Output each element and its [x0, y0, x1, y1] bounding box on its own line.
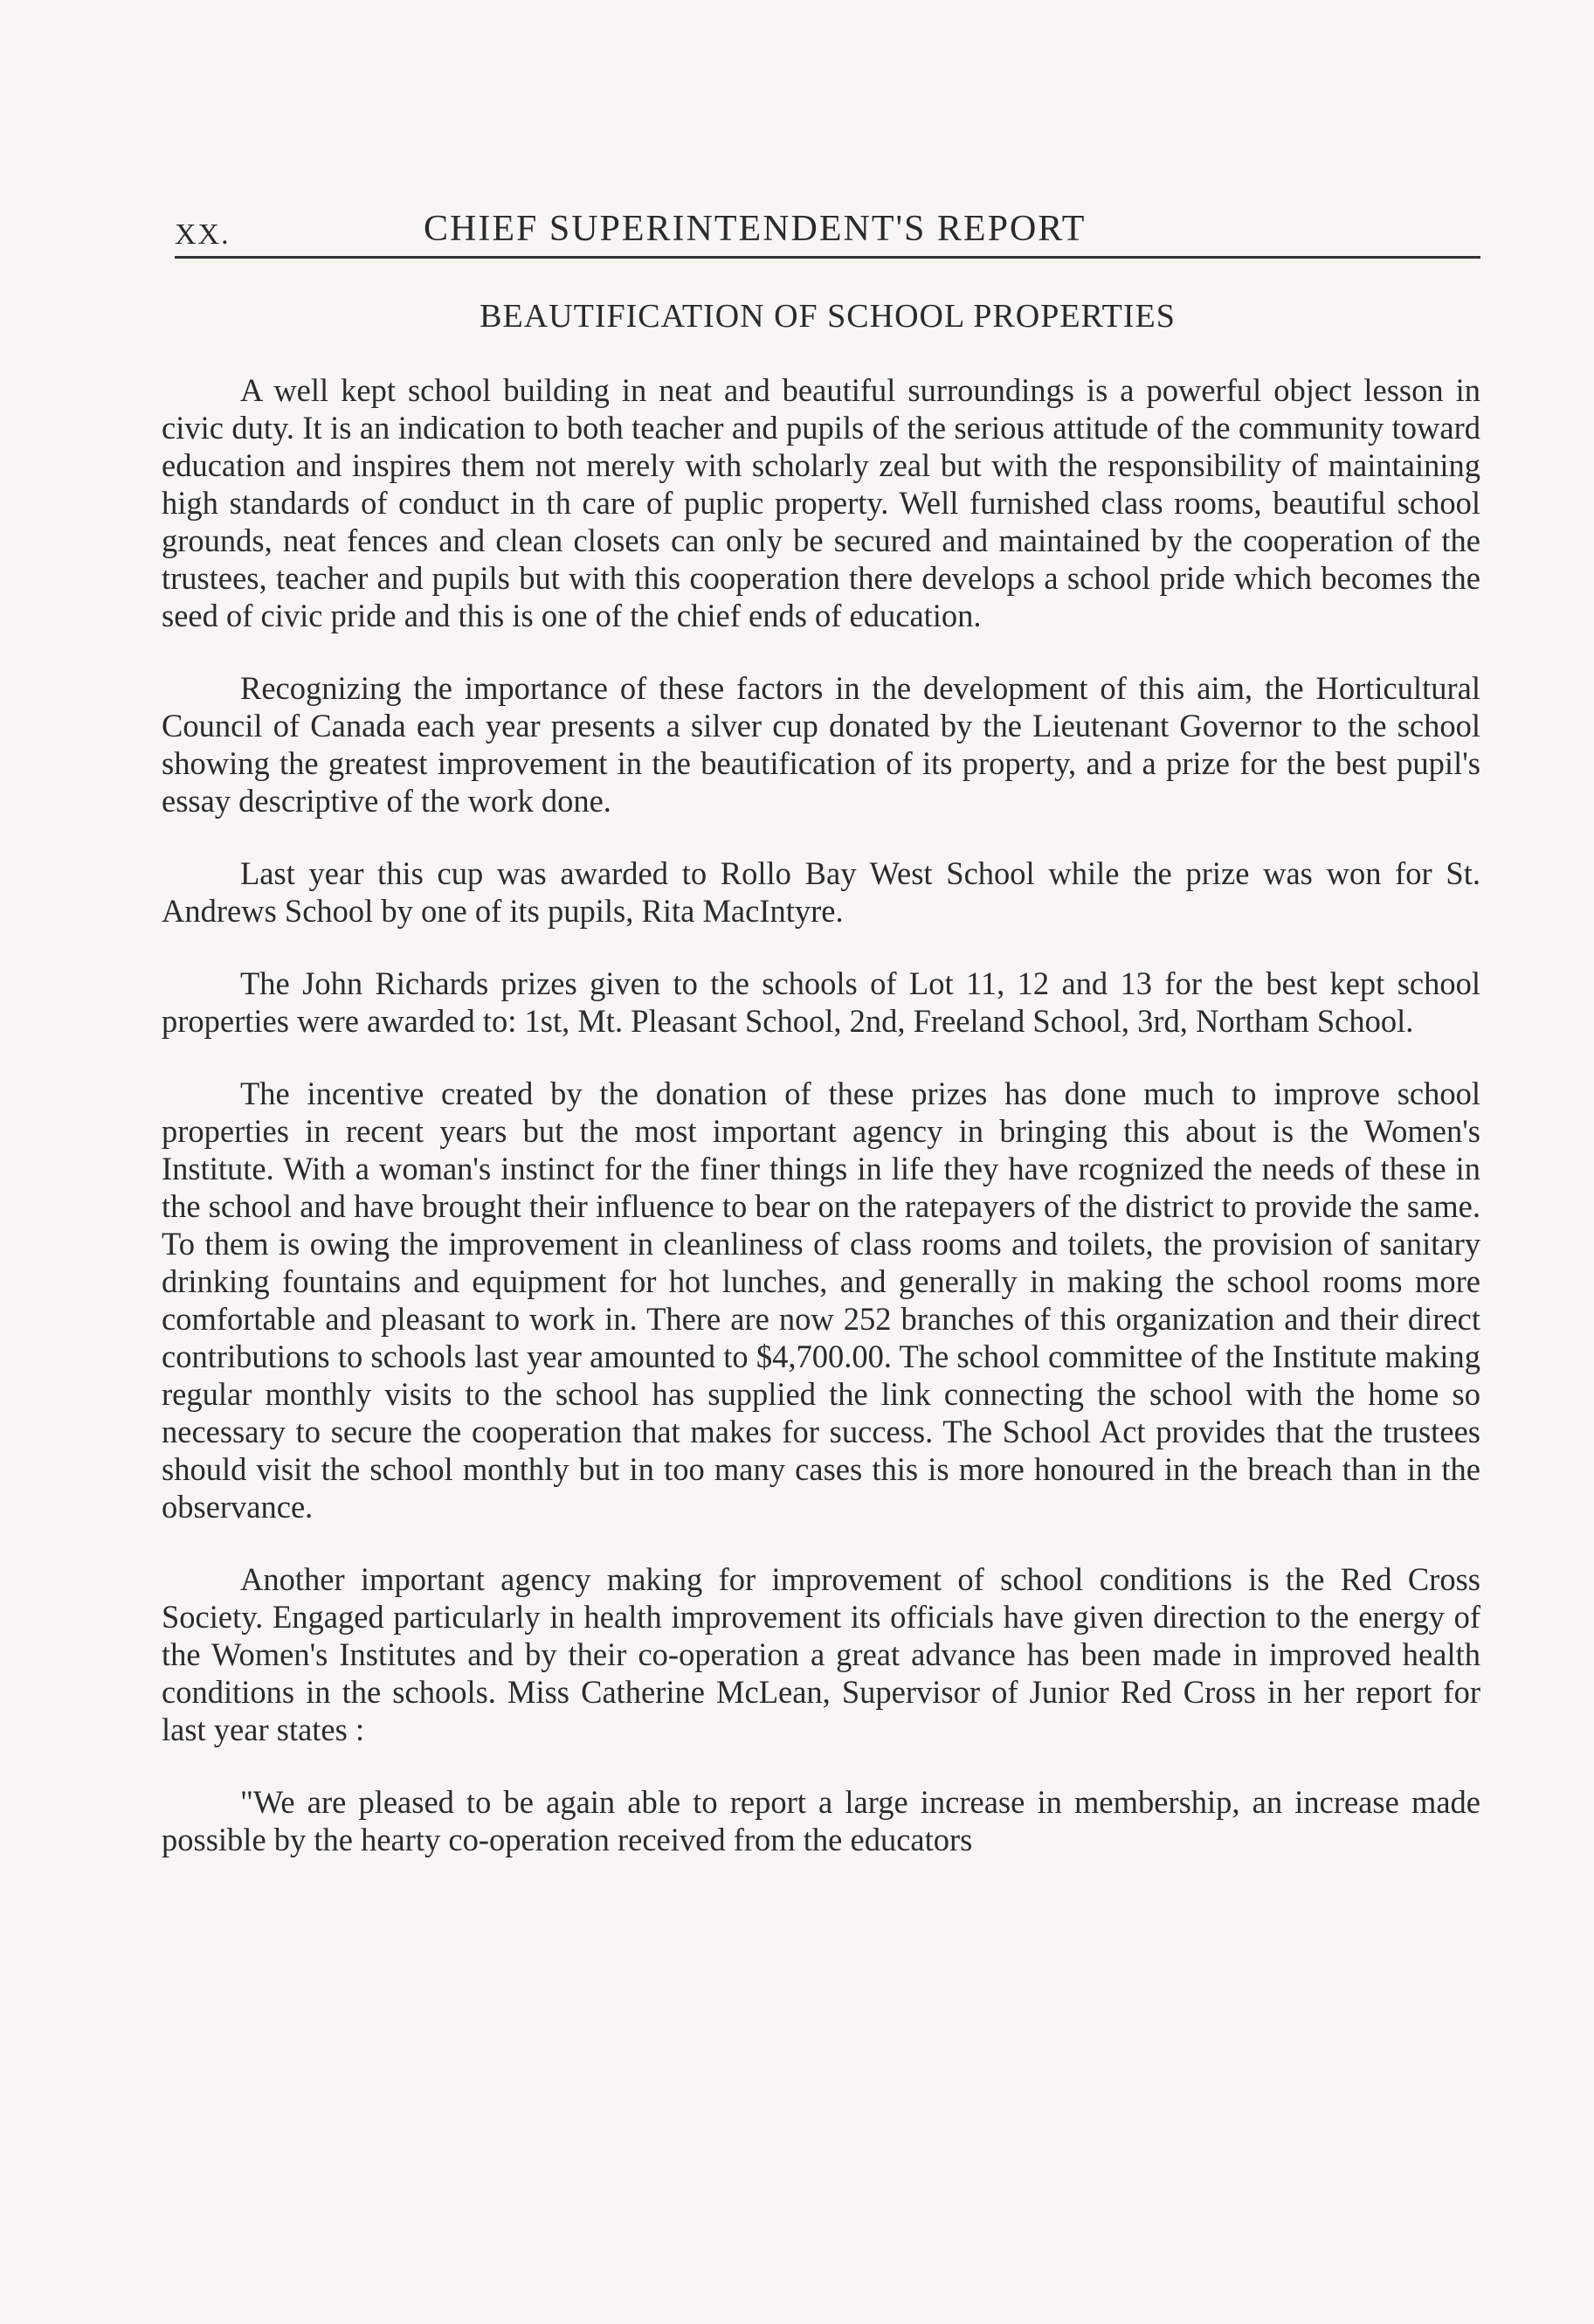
paragraph-7: "We are pleased to be again able to report a large increase in membership, an increase made possible by the hearty co-operation received from the educators	[162, 1784, 1480, 1857]
section-title: BEAUTIFICATION OF SCHOOL PROPERTIES	[480, 298, 1176, 335]
running-title: CHIEF SUPERINTENDENT'S REPORT	[424, 209, 1087, 249]
paragraph-2: Recognizing the importance of these factors in the development of this aim, the Horticultural Council of Canada each year presents a silver cup donated by the Lieutenant Governor to the school showing the greatest improvement in the beautification of its property, and a prize for the best pupil's essay descriptive of the work done.	[162, 670, 1480, 819]
paragraph-6: Another important agency making for improvement of school conditions is the Red Cross Society. Engaged particularly in health improvement its officials have given direction to the energy of the Women's Institutes and by their co-operation a great advance has been made in improved health conditions in the schools. Miss Catherine McLean, Supervisor of Junior Red Cross in her report for last year states :	[162, 1561, 1480, 1747]
paragraph-4: The John Richards prizes given to the schools of Lot 11, 12 and 13 for the best kept school properties were awarded to: 1st, Mt. Pleasant School, 2nd, Freeland School, 3rd, Northam School.	[162, 965, 1480, 1039]
paragraph-5: The incentive created by the donation of these prizes has done much to improve school properties in recent years but the most important agency in bringing this about is the Women's Institute. With a woman's instinct for the finer things in life they have rcognized the needs of these in the school and have brought their influence to bear on the ratepayers of the district to provide the same. To them is owing the improvement in cleanliness of class rooms and toilets, the provision of sanitary drinking fountains and equipment for hot lunches, and generally in making the school rooms more comfortable and pleasant to work in. There are now 252 branches of this organization and their direct contributions to schools last year amounted to $4,700.00. The school committee of the Institute making regular monthly visits to the school has supplied the link connecting the school with the home so necessary to secure the cooperation that makes for success. The School Act provides that the trustees should visit the school monthly but in too many cases this is more honoured in the breach than in the observance.	[162, 1076, 1480, 1525]
body-text	[162, 371, 1480, 1893]
page-number: XX.	[175, 218, 231, 251]
header-rule	[175, 256, 1480, 259]
running-head	[175, 208, 1480, 260]
paragraph-3: Last year this cup was awarded to Rollo Bay West School while the prize was won for St. Andrews School by one of its pupils, Rita MacIntyre.	[162, 855, 1480, 929]
paragraph-1: A well kept school building in neat and beautiful surroundings is a powerful object lesson in civic duty. It is an indication to both teacher and pupils of the serious attitude of the community toward education and inspires them not merely with scholarly zeal but with the responsibility of maintaining high standards of conduct in th care of puplic property. Well furnished class rooms, beautiful school grounds, neat fences and clean closets can only be secured and maintained by the cooperation of the trustees, teacher and pupils but with this cooperation there develops a school pride which becomes the seed of civic pride and this is one of the chief ends of education.	[162, 372, 1480, 633]
